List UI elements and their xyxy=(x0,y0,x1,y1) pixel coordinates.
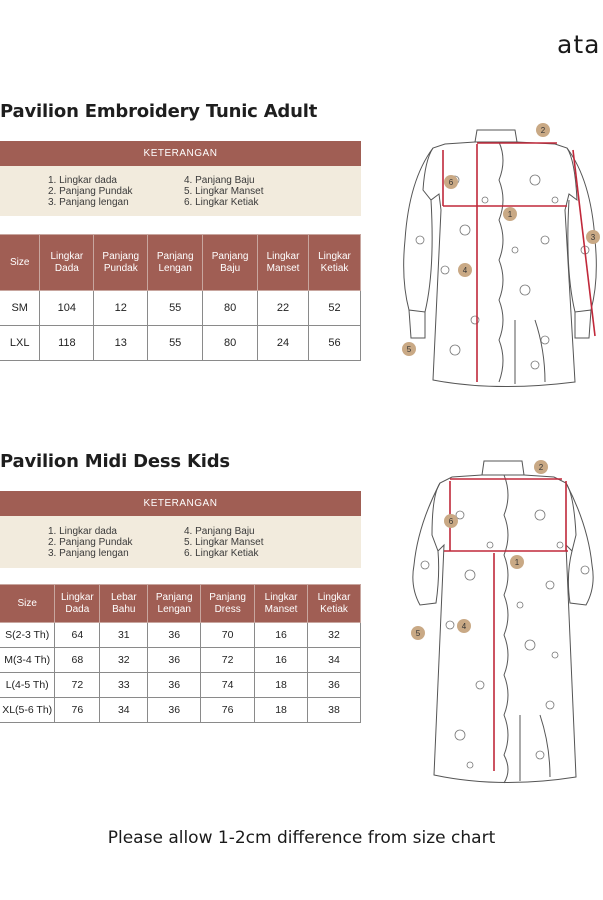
svg-text:1: 1 xyxy=(514,558,520,567)
right-cuff xyxy=(575,310,591,338)
marker-2 xyxy=(534,460,548,474)
table-cell: 38 xyxy=(308,698,361,723)
kids-dress-illustration xyxy=(400,455,603,800)
table-cell: 55 xyxy=(148,326,203,361)
adult-header-cell: Panjang Pundak xyxy=(94,235,148,291)
svg-text:2: 2 xyxy=(540,126,546,135)
table-cell: 36 xyxy=(148,648,201,673)
kids-legend-item: 6. Lingkar Ketiak xyxy=(184,547,259,559)
table-cell: 68 xyxy=(55,648,100,673)
adult-header-cell: Size xyxy=(0,235,40,291)
kids-legend-col-left xyxy=(48,516,184,568)
table-row xyxy=(0,326,361,361)
kids-header-row xyxy=(0,585,361,623)
kids-header-cell: Lebar Bahu xyxy=(100,585,148,623)
adult-legend-body xyxy=(0,166,361,216)
table-cell: XL(5-6 Th) xyxy=(0,698,55,723)
marker-1 xyxy=(503,207,517,221)
table-cell: L(4-5 Th) xyxy=(0,673,55,698)
kids-legend-item: 4. Panjang Baju xyxy=(184,525,255,537)
adult-legend-item: 3. Panjang lengan xyxy=(48,196,129,208)
svg-text:6: 6 xyxy=(448,178,454,187)
adult-legend xyxy=(0,141,361,216)
adult-legend-item: 5. Lingkar Manset xyxy=(184,185,264,197)
left-cuff xyxy=(409,310,425,338)
table-cell: 12 xyxy=(94,291,148,326)
kids-title: Pavilion Midi Dess Kids xyxy=(0,451,230,472)
kids-header-cell: Lingkar Manset xyxy=(255,585,308,623)
adult-legend-item: 6. Lingkar Ketiak xyxy=(184,196,259,208)
table-cell: 33 xyxy=(100,673,148,698)
collar xyxy=(482,461,524,475)
table-cell: 80 xyxy=(203,326,258,361)
kids-header-cell: Lingkar Dada xyxy=(55,585,100,623)
marker-6 xyxy=(444,175,458,189)
table-cell: 16 xyxy=(255,623,308,648)
front-split xyxy=(520,715,550,781)
table-cell: 32 xyxy=(100,648,148,673)
svg-text:6: 6 xyxy=(448,517,454,526)
table-cell: M(3-4 Th) xyxy=(0,648,55,673)
left-sleeve xyxy=(413,483,440,605)
table-row xyxy=(0,291,361,326)
kids-header-cell: Panjang Dress xyxy=(201,585,255,623)
table-cell: 80 xyxy=(203,291,258,326)
brand-logo: ata xyxy=(557,30,601,59)
table-cell: 13 xyxy=(94,326,148,361)
svg-text:5: 5 xyxy=(406,345,412,354)
table-cell: 76 xyxy=(55,698,100,723)
table-cell: 74 xyxy=(201,673,255,698)
kids-header-cell: Panjang Lengan xyxy=(148,585,201,623)
kids-header-cell: Size xyxy=(0,585,55,623)
marker-6 xyxy=(444,514,458,528)
placket xyxy=(504,475,508,783)
left-sleeve xyxy=(404,148,433,312)
kids-size-table xyxy=(0,584,361,723)
table-cell: 34 xyxy=(100,698,148,723)
table-cell: 118 xyxy=(40,326,94,361)
kids-legend-body xyxy=(0,516,361,568)
table-cell: 34 xyxy=(308,648,361,673)
table-cell: 76 xyxy=(201,698,255,723)
adult-legend-item: 1. Lingkar dada xyxy=(48,174,117,186)
kids-legend-col-right xyxy=(184,516,264,568)
marker-4 xyxy=(458,263,472,277)
table-cell: 104 xyxy=(40,291,94,326)
table-cell: 72 xyxy=(201,648,255,673)
kids-legend-item: 3. Panjang lengan xyxy=(48,547,129,559)
adult-header-row xyxy=(0,235,361,291)
table-cell: 70 xyxy=(201,623,255,648)
adult-header-cell: Lingkar Manset xyxy=(258,235,309,291)
adult-legend-header: KETERANGAN xyxy=(0,141,361,166)
adult-legend-col-right xyxy=(184,166,264,216)
table-cell: 31 xyxy=(100,623,148,648)
adult-header-cell: Lingkar Ketiak xyxy=(309,235,361,291)
svg-text:4: 4 xyxy=(461,622,467,631)
placket xyxy=(499,142,503,382)
adult-header-cell: Panjang Lengan xyxy=(148,235,203,291)
table-cell: 18 xyxy=(255,673,308,698)
marker-4 xyxy=(457,619,471,633)
kids-legend-item: 2. Panjang Pundak xyxy=(48,536,133,548)
table-cell: 36 xyxy=(308,673,361,698)
size-disclaimer: Please allow 1-2cm difference from size chart xyxy=(107,828,496,848)
table-row xyxy=(0,648,361,673)
right-sleeve xyxy=(566,483,593,605)
table-cell: 52 xyxy=(309,291,361,326)
table-cell: 72 xyxy=(55,673,100,698)
marker-2 xyxy=(536,123,550,137)
kids-legend-item: 5. Lingkar Manset xyxy=(184,536,264,548)
table-cell: 36 xyxy=(148,673,201,698)
table-row xyxy=(0,623,361,648)
svg-text:4: 4 xyxy=(462,266,468,275)
kids-legend-header: KETERANGAN xyxy=(0,491,361,516)
table-cell: SM xyxy=(0,291,40,326)
adult-legend-item: 4. Panjang Baju xyxy=(184,174,255,186)
table-cell: S(2-3 Th) xyxy=(0,623,55,648)
svg-text:2: 2 xyxy=(538,463,544,472)
kids-legend xyxy=(0,491,361,568)
front-split xyxy=(515,320,545,384)
table-cell: 64 xyxy=(55,623,100,648)
svg-text:3: 3 xyxy=(590,233,596,242)
table-cell: 24 xyxy=(258,326,309,361)
svg-text:1: 1 xyxy=(507,210,513,219)
marker-5 xyxy=(411,626,425,640)
table-cell: 55 xyxy=(148,291,203,326)
marker-5 xyxy=(402,342,416,356)
table-cell: 32 xyxy=(308,623,361,648)
adult-size-table xyxy=(0,234,361,361)
table-row xyxy=(0,673,361,698)
table-row xyxy=(0,698,361,723)
svg-text:5: 5 xyxy=(415,629,421,638)
table-cell: 18 xyxy=(255,698,308,723)
table-cell: LXL xyxy=(0,326,40,361)
table-cell: 16 xyxy=(255,648,308,673)
adult-tunic-illustration xyxy=(395,120,603,400)
collar xyxy=(475,130,517,142)
adult-header-cell: Panjang Baju xyxy=(203,235,258,291)
adult-legend-item: 2. Panjang Pundak xyxy=(48,185,133,197)
kids-legend-item: 1. Lingkar dada xyxy=(48,525,117,537)
marker-1 xyxy=(510,555,524,569)
adult-header-cell: Lingkar Dada xyxy=(40,235,94,291)
adult-title: Pavilion Embroidery Tunic Adult xyxy=(0,101,318,122)
table-cell: 36 xyxy=(148,698,201,723)
marker-3 xyxy=(586,230,600,244)
adult-legend-col-left xyxy=(48,166,184,216)
table-cell: 22 xyxy=(258,291,309,326)
table-cell: 56 xyxy=(309,326,361,361)
table-cell: 36 xyxy=(148,623,201,648)
kids-header-cell: Lingkar Ketiak xyxy=(308,585,361,623)
